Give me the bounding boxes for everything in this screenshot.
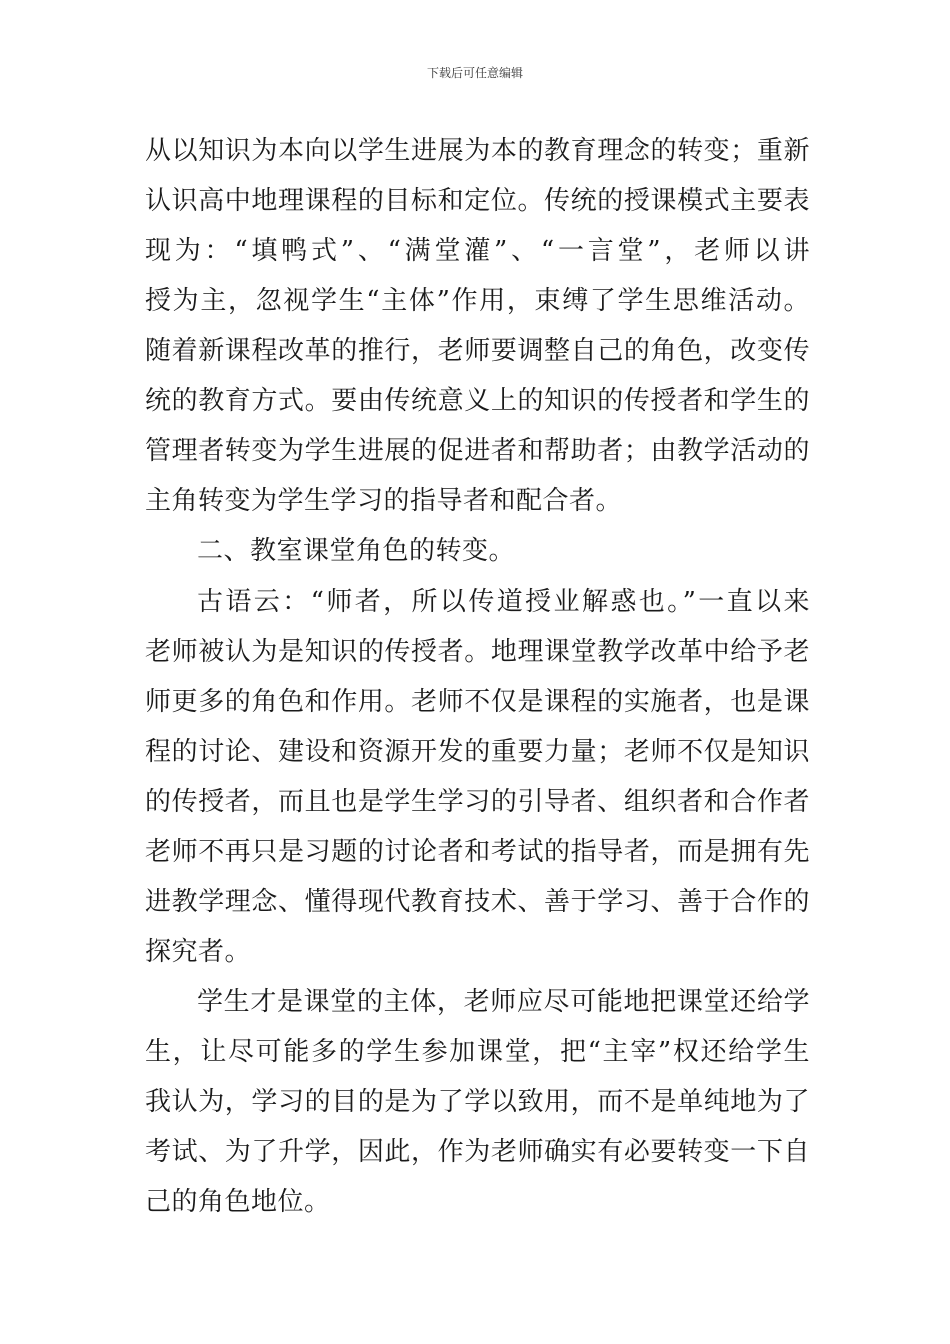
text-line: 程的讨论、建设和资源开发的重要力量；老师不仅是知识 xyxy=(145,737,810,767)
text-line: 学生才是课堂的主体，老师应尽可能地把课堂还给学 xyxy=(197,987,810,1017)
text-line: 随着新课程改革的推行，老师要调整自己的角色，改变传 xyxy=(145,336,810,366)
text-line: 现为：“填鸭式”、“满堂灌”、“一言堂”，老师以讲 xyxy=(145,236,810,266)
text-line: 授为主，忽视学生“主体”作用，束缚了学生思维活动。 xyxy=(145,286,810,316)
text-line: 探究者。 xyxy=(145,937,252,967)
text-line: 我认为，学习的目的是为了学以致用，而不是单纯地为了 xyxy=(145,1087,810,1117)
text-line: 老师不再只是习题的讨论者和考试的指导者，而是拥有先 xyxy=(145,837,810,867)
page-header: 下载后可任意编辑 xyxy=(426,66,523,80)
text-line: 从以知识为本向以学生进展为本的教育理念的转变；重新 xyxy=(145,136,810,166)
text-line: 师更多的角色和作用。老师不仅是课程的实施者，也是课 xyxy=(145,687,810,717)
text-line: 主角转变为学生学习的指导者和配合者。 xyxy=(145,486,623,516)
text-line: 认识高中地理课程的目标和定位。传统的授课模式主要表 xyxy=(145,186,810,216)
text-line: 进教学理念、懂得现代教育技术、善于学习、善于合作的 xyxy=(145,887,810,917)
text-line: 己的角色地位。 xyxy=(145,1187,331,1217)
section-heading: 二、教室课堂角色的转变。 xyxy=(197,536,516,566)
text-line: 统的教育方式。要由传统意义上的知识的传授者和学生的 xyxy=(145,386,810,416)
text-line: 的传授者，而且也是学生学习的引导者、组织者和合作者 xyxy=(145,787,810,817)
text-line: 老师被认为是知识的传授者。地理课堂教学改革中给予老 xyxy=(145,637,810,667)
text-line: 古语云：“师者，所以传道授业解惑也。”一直以来 xyxy=(197,587,810,617)
text-line: 生，让尽可能多的学生参加课堂，把“主宰”权还给学生 xyxy=(145,1037,810,1067)
text-line: 考试、为了升学，因此，作为老师确实有必要转变一下自 xyxy=(145,1137,810,1167)
text-line: 管理者转变为学生进展的促进者和帮助者；由教学活动的 xyxy=(145,436,810,466)
